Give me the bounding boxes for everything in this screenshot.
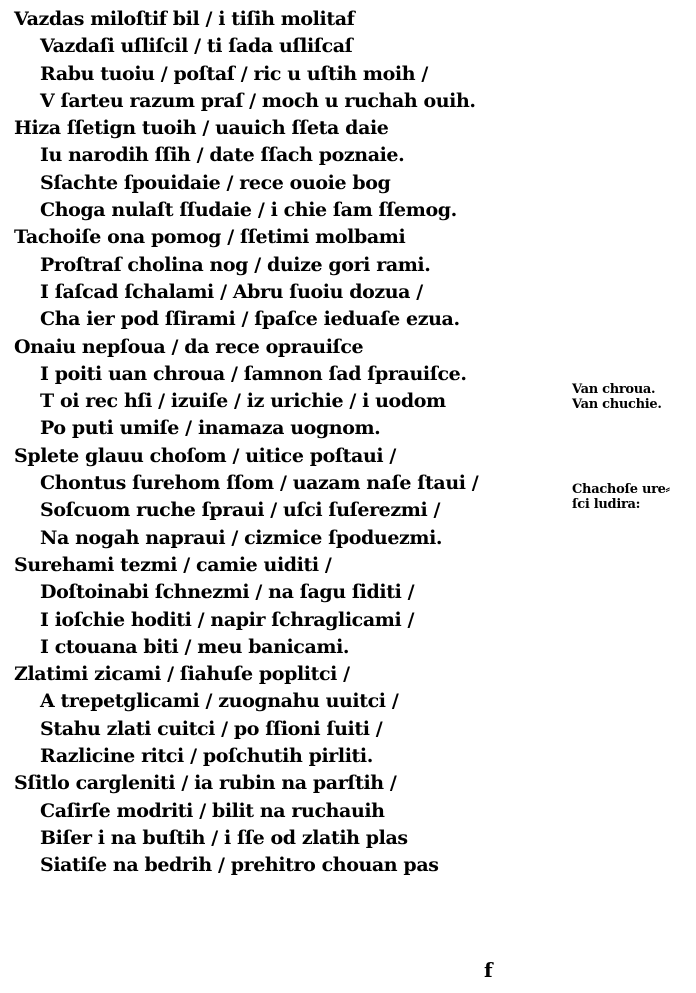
- verse-line: Stahu zlati cuitci / po ſſioni ſuiti /: [40, 717, 383, 740]
- verse-text: [14, 6, 534, 880]
- verse-line: Hiza ſſetign tuoih / uauich ſſeta daie: [14, 117, 389, 140]
- verse-line: Po puti umiſe / inamaza uognom.: [40, 417, 381, 440]
- verse-line: Tachoiſe ona pomog / ſſetimi molbami: [14, 226, 406, 249]
- verse-line: I ctouana biti / meu banicami.: [40, 635, 350, 658]
- verse-line: Surehami tezmi / camie uiditi /: [14, 553, 332, 576]
- verse-line: I poiti uan chroua / ſamnon ſad ſprauiſce.: [40, 362, 467, 385]
- margin-note-2: [572, 482, 670, 512]
- verse-line: Chontus ſurehom ſſom / uazam naſe ſtaui /: [40, 472, 479, 495]
- verse-line: Biſer i na buſtih / i ſſe od zlatih plas: [40, 826, 408, 849]
- verse-line: Razlicine ritci / poſchutih pirliti.: [40, 745, 373, 768]
- verse-line: A trepetglicami / zuognahu uuitci /: [40, 690, 399, 713]
- verse-line: Caſirſe modriti / bilit na ruchauih: [40, 799, 385, 822]
- verse-line: Iu narodih ſſih / date ſſach poznaie.: [40, 144, 405, 167]
- margin-note-line: ſci ludira:: [572, 497, 641, 512]
- verse-line: I ioſchie hoditi / napir ſchraglicami /: [40, 608, 415, 631]
- verse-line: Doſtoinabi ſchnezmi / na ſagu ſiditi /: [40, 581, 415, 604]
- verse-line: Splete glauu choſom / uitice poſtaui /: [14, 444, 396, 467]
- verse-line: Choga nulaſt ſſudaie / i chie ſam ſſemog.: [40, 199, 457, 222]
- verse-line: Sſitlo cargleniti / ia rubin na parſtih /: [14, 772, 397, 795]
- verse-line: Zlatimi zicami / ſiahuſe poplitci /: [14, 663, 350, 686]
- margin-note-line: Chachoſe ure⸗: [572, 482, 670, 497]
- verse-line: Vazdaſi uſliſcil / ti ſada uſliſcaſ: [40, 35, 353, 58]
- verse-line: Soſcuom ruche ſpraui / uſci ſuſerezmi /: [40, 499, 441, 522]
- signature-mark: f: [484, 958, 493, 982]
- margin-note-1: [572, 382, 662, 412]
- verse-line: Sſachte ſpouidaie / rece ouoie bog: [40, 171, 391, 194]
- verse-line: Vazdas miloſtif bil / i tiſih molitaf: [14, 8, 355, 30]
- verse-line: Proſtraſ cholina nog / duize gori rami.: [40, 253, 431, 276]
- verse-line: Siatiſe na bedrih / prehitro chouan pas: [40, 854, 439, 877]
- verse-line: Cha ier pod ſſirami / ſpaſce ieduaſe ezua.: [40, 308, 460, 331]
- margin-note-line: Van chroua.: [572, 382, 656, 397]
- verse-line: I ſaſcad ſchalami / Abru ſuoiu dozua /: [40, 280, 423, 303]
- verse-line: Rabu tuoiu / poſtaſ / ric u uſtih moih /: [40, 62, 428, 85]
- verse-line: Na nogah napraui / cizmice ſpoduezmi.: [40, 526, 443, 549]
- verse-line: T oi rec hſi / izuiſe / iz urichie / i uodom: [40, 390, 446, 413]
- margin-note-line: Van chuchie.: [572, 397, 662, 412]
- verse-line: Onaiu nepſoua / da rece oprauiſce: [14, 335, 364, 358]
- verse-line: V ſarteu razum praſ / moch u ruchah ouih.: [40, 89, 476, 112]
